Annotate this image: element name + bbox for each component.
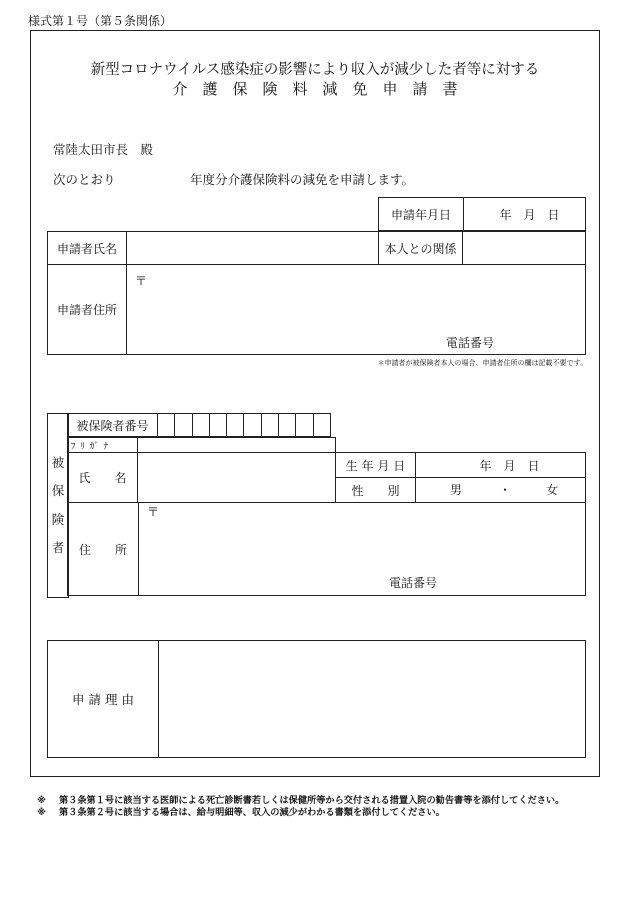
request-prefix: 次のとおり: [53, 172, 116, 187]
applicant-note: ＊申請者が被保険者本人の場合、申請者住所の欄は記載不要です。: [377, 359, 587, 367]
insured-number-label: 被保険者番号: [68, 414, 158, 437]
insured-char-3: 険: [51, 511, 65, 527]
insured-number-digit[interactable]: [192, 414, 209, 437]
insured-address-table: [67, 502, 586, 596]
request-suffix: 年度分介護保険料の減免を申請します。: [190, 172, 415, 187]
gender-label: 性 別: [336, 478, 416, 503]
insured-number-digit[interactable]: [227, 414, 244, 437]
birth-date-field[interactable]: [416, 453, 586, 478]
insured-number-digit[interactable]: [175, 414, 192, 437]
insured-number-digit[interactable]: [261, 414, 278, 437]
applicant-name-input[interactable]: [127, 232, 379, 265]
insured-postal-mark: 〒: [147, 505, 160, 519]
addressee: 常陸太田市長 殿: [53, 142, 154, 157]
form-number: 様式第１号（第５条関係）: [28, 14, 173, 28]
insured-section-label: [47, 413, 69, 598]
insured-char-4: 者: [51, 540, 65, 555]
applicant-phone-label: 電話番号: [446, 336, 495, 350]
insured-number-digit[interactable]: [279, 414, 296, 437]
relation-input[interactable]: [463, 232, 586, 265]
furigana-input[interactable]: [138, 438, 336, 453]
footnote-1: [37, 795, 597, 807]
insured-number-digit[interactable]: [158, 414, 175, 437]
title-line1: 新型コロナウイルス感染症の影響により収入が減少した者等に対する: [90, 62, 540, 78]
footnote-2: [37, 807, 597, 819]
page-title: 介 護 保 険 料 減 免 申 請 書: [172, 80, 458, 98]
insured-number-digit[interactable]: [313, 414, 330, 437]
footnote-1-text: 第３条第１号に該当する医師による死亡診断書若しくは保健所等から交付される措置入院の勧告書等を添付してください。: [59, 795, 565, 806]
insured-char-2: 保: [51, 483, 65, 498]
footnote-2-text: 第３条第２号に該当する場合は、給与明細等、収入の減少がわかる書類を添付してください。: [59, 807, 445, 818]
application-date-label: 申請年月日: [379, 198, 464, 231]
insured-phone-label: 電話番号: [389, 576, 438, 590]
gender-field[interactable]: [416, 478, 586, 503]
applicant-address-label: 申請者住所: [48, 265, 127, 355]
birth-date-placeholder: 年 月 日: [479, 458, 540, 473]
reason-input[interactable]: [159, 641, 586, 758]
footnote-2-mark: ※: [37, 807, 46, 818]
insured-number-digit[interactable]: [296, 414, 313, 437]
application-date-field[interactable]: [464, 198, 586, 231]
birth-date-label: 生 年 月 日: [336, 453, 416, 478]
insured-address-input[interactable]: [139, 503, 586, 596]
gender-separator: ・: [499, 483, 512, 497]
relation-label: 本人との関係: [379, 232, 463, 265]
reason-label: 申 請 理 由: [48, 641, 159, 758]
insured-number-table: [67, 413, 331, 437]
insured-name-input[interactable]: [138, 453, 336, 503]
insured-address-label: 住 所: [68, 503, 139, 596]
application-date-placeholder: 年 月 日: [499, 207, 560, 222]
footnotes: [37, 795, 597, 819]
gender-female-option[interactable]: 女: [546, 483, 559, 497]
insured-number-digit[interactable]: [209, 414, 226, 437]
reason-table: [47, 640, 586, 758]
insured-number-digit[interactable]: [244, 414, 261, 437]
gender-male-option[interactable]: 男: [450, 483, 463, 497]
insured-char-1: 被: [51, 454, 65, 470]
applicant-name-label: 申請者氏名: [48, 232, 127, 265]
applicant-address-input[interactable]: [127, 265, 586, 355]
postal-mark: 〒: [135, 274, 148, 288]
footnote-1-mark: ※: [37, 795, 46, 806]
insured-name-table: [67, 437, 586, 503]
furigana-label: ﾌ ﾘ ｶﾞ ﾅ: [68, 438, 138, 453]
application-date-table: [378, 197, 586, 231]
applicant-table: [47, 231, 586, 355]
insured-name-label: 氏 名: [68, 453, 138, 503]
